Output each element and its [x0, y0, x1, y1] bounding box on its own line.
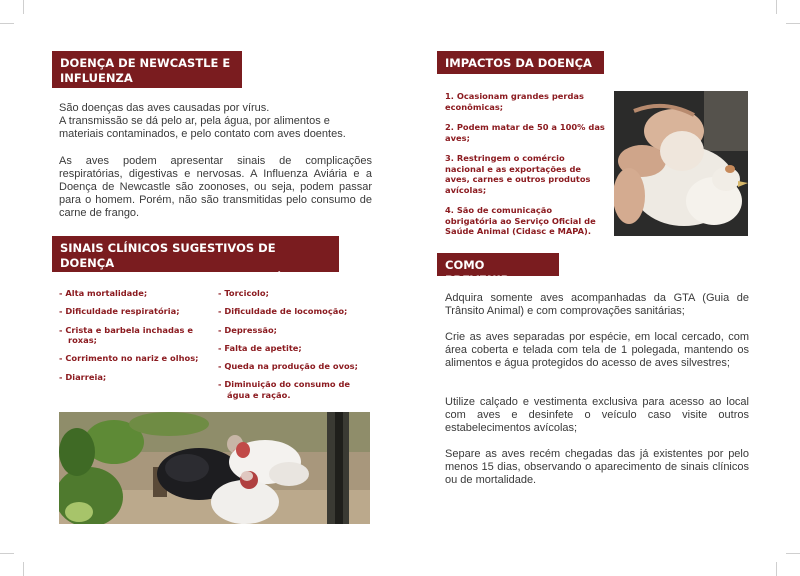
intro-text: São doenças das aves causadas por vírus. [59, 102, 270, 114]
prevent-paragraph: Separe as aves recém chegadas das já existentes por pelo menos 15 dias, observando o aparecimento de sinais clínicos ou de mortalidade. [445, 448, 749, 486]
title-line: INFLUENZA [60, 71, 133, 85]
list-item: 4. São de comunicação obrigatória ao Serviço Oficial de Saúde Animal (Cidasc e MAPA). [445, 205, 596, 236]
signs-list-col1 [59, 288, 209, 390]
prevent-paragraph: Utilize calçado e vestimenta exclusiva para acesso ao local com aves e desinfete o veículo caso visite outros estabelecimentos avícolas; [445, 396, 749, 434]
zoonoses-paragraph: As aves podem apresentar sinais de complicações respiratórias, digestivas e nervosas. A Influenza Aviária e a Doença de Newcastle são zoonoses, ou seja, podem passar para o homem. Porém, não são transmitidas pelo consumo de carne de frango. [59, 155, 372, 219]
crop-mark [776, 562, 777, 576]
title-line: SINAIS CLÍNICOS SUGESTIVOS DE DOENÇA [60, 241, 276, 270]
crop-mark [0, 553, 14, 554]
list-item: - Corrimento no nariz e olhos; [59, 353, 199, 364]
chicken-inspection-photo [614, 91, 748, 236]
list-item: - Crista e barbela inchadas e roxas; [59, 324, 193, 346]
section-title-prevent [437, 253, 559, 287]
list-item: - Alta mortalidade; [59, 288, 148, 298]
crop-mark [786, 23, 800, 24]
list-item: - Falta de apetite; [218, 342, 302, 353]
crop-mark [23, 0, 24, 14]
turkeys-photo [59, 412, 370, 524]
list-item: - Dificuldade respiratória; [59, 306, 180, 317]
section-title-newcastle-influenza [52, 51, 242, 88]
list-item: - Depressão; [218, 324, 277, 335]
crop-mark [0, 23, 14, 24]
impacts-title: IMPACTOS DA DOENÇA [445, 56, 592, 70]
crop-mark [776, 0, 777, 14]
crop-mark [786, 553, 800, 554]
list-item: - Torcicolo; [218, 288, 269, 298]
prevent-paragraph: Crie as aves separadas por espécie, em local cercado, com área coberta e telada com tela de 1 polegada, mantendo os alimentos e água protegidos do acesso de aves silvestres; [445, 331, 749, 369]
prevent-paragraph: Adquira somente aves acompanhadas da GTA (Guia de Trânsito Animal) e com comprovações sanitárias; [445, 292, 749, 317]
list-item: - Dificuldade de locomoção; [218, 306, 348, 317]
list-item: 3. Restringem o comércio nacional e as exportações de aves, carnes e outros produtos avícolas; [445, 153, 591, 195]
list-item: - Diminuição do consumo de água e ração. [218, 379, 351, 400]
prevent-title: COMO PREVENIR [445, 258, 510, 287]
list-item: 2. Podem matar de 50 a 100% das aves; [445, 122, 605, 143]
title-line: DE NEWCASTLE E INFLUENZA AVIÁRIA [60, 271, 306, 285]
title-line: DOENÇA DE NEWCASTLE E [60, 56, 231, 70]
signs-list-col2 [218, 288, 368, 408]
crop-mark [23, 562, 24, 576]
list-item: 1. Ocasionam grandes perdas econômicas; [445, 91, 584, 112]
section-title-clinical-signs [52, 236, 339, 285]
intro-paragraph [59, 102, 374, 141]
list-item: - Queda na produção de ovos; [218, 361, 358, 372]
impacts-list [445, 91, 605, 247]
section-title-impacts [437, 51, 604, 74]
list-item: - Diarreia; [59, 371, 107, 382]
transmission-text: A transmissão se dá pelo ar, pela água, por alimentos e materiais contaminados, e pelo contato com aves doentes. [59, 115, 346, 140]
